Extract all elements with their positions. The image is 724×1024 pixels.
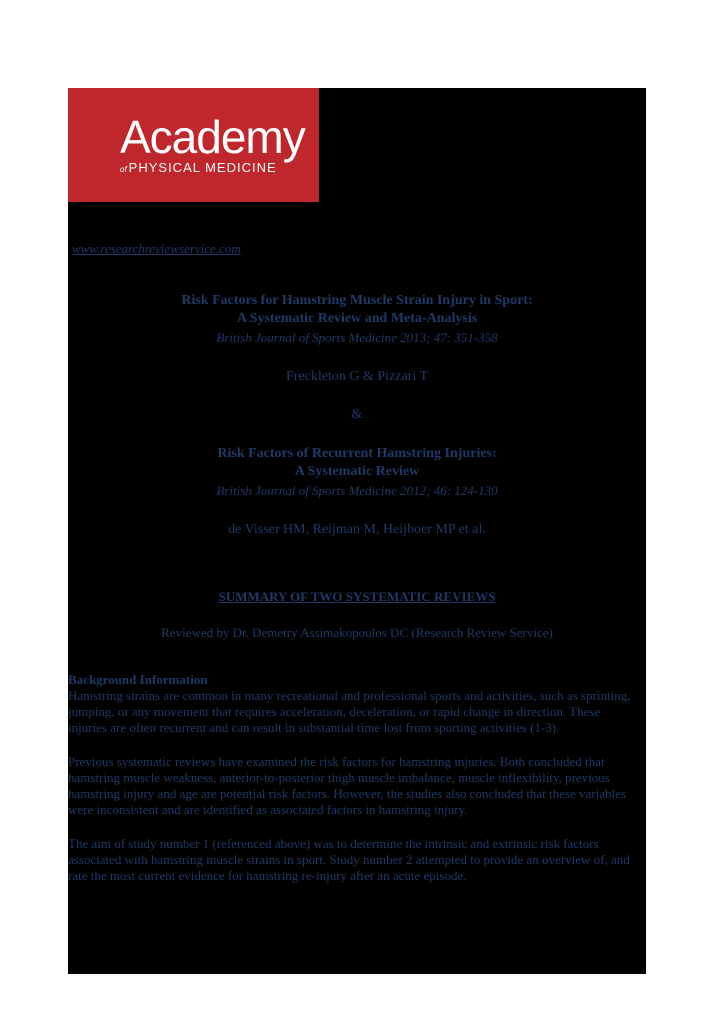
review1-authors: Freckleton G & Pizzari T — [285, 369, 429, 384]
review2-journal: British Journal of Sports Medicine 2012; 46: 124-130 — [216, 483, 498, 498]
academy-logo — [68, 88, 319, 202]
background-paragraph-1: Hamstring strains are common in many recreational and professional sports and activities, such as sprinting, jumping, or any movement that requires acceleration, deceleration, or rapid change in direction. These injuries are often recurrent and can result in substantial time lost from sporting activities (1-3). — [68, 688, 631, 735]
summary-heading: SUMMARY OF TWO SYSTEMATIC REVIEWS — [218, 589, 496, 604]
review1-title-line2: A Systematic Review and Meta-Analysis — [236, 311, 478, 326]
review2-title-line2: A Systematic Review — [294, 464, 420, 479]
document-page — [68, 88, 646, 974]
review2-title-line1: Risk Factors of Recurrent Hamstring Injuries: — [217, 446, 497, 461]
review1-journal: British Journal of Sports Medicine 2013; 47: 351-358 — [216, 330, 498, 345]
review2-authors: de Visser HM, Reijman M, Heijboer MP et al. — [228, 522, 486, 537]
logo-subtitle-rest: PHYSICAL MEDICINE — [128, 160, 277, 175]
background-paragraph-2: Previous systematic reviews have examined the risk factors for hamstring injuries. Both concluded that hamstring muscle weakness, anterior-to-posterior thigh muscle imbalance, muscle inflexibility, previous hamstring injury and age are potential risk factors. However, the studies also concluded that these variables were inconsistent and are identified as associated factors in hamstring injury. — [68, 754, 626, 817]
logo-subtitle — [120, 160, 277, 175]
website-link[interactable]: www.researchreviewservice.com — [72, 241, 241, 256]
background-paragraph-3: The aim of study number 1 (referenced above) was to determine the intrinsic and extrinsic risk factors associated with hamstring muscle strains in sport. Study number 2 attempted to provide an overview of, and rate the most current evidence for hamstring re-injury after an acute episode. — [68, 836, 630, 883]
review1-title-line1: Risk Factors for Hamstring Muscle Strain Injury in Sport: — [181, 293, 533, 308]
background-section — [68, 672, 633, 884]
reviewer-line: Reviewed by Dr. Demetry Assimakopoulos DC (Research Review Service) — [161, 625, 553, 640]
logo-wordmark: Academy — [120, 111, 305, 163]
logo-subtitle-of: of — [120, 165, 127, 174]
ampersand-separator: & — [351, 407, 363, 422]
background-heading: Background Information — [68, 672, 208, 687]
